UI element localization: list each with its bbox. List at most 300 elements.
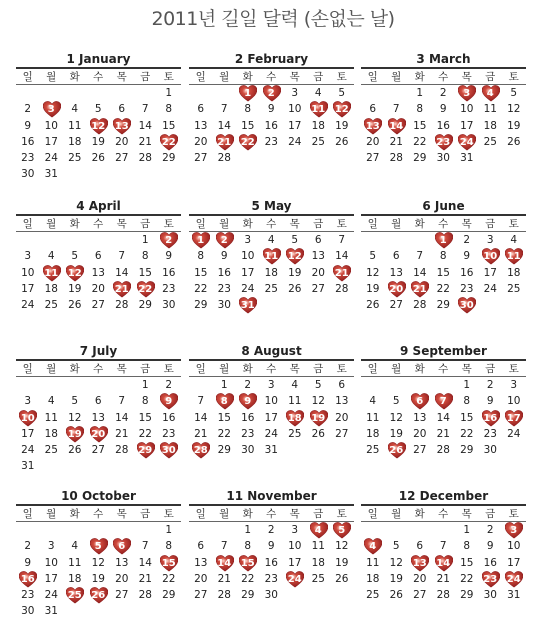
day-number: 13 xyxy=(91,266,105,279)
day-cell xyxy=(157,118,181,134)
day-number: 4 xyxy=(71,103,79,116)
day-number: 6 xyxy=(94,395,102,408)
day-number: 28 xyxy=(436,589,450,602)
day-number: 10 xyxy=(21,266,35,279)
day-cell xyxy=(361,393,385,409)
day-cell xyxy=(16,393,40,409)
day-cell xyxy=(502,232,526,248)
day-number: 20 xyxy=(115,135,129,148)
day-number: 14 xyxy=(217,119,231,132)
lucky-day-cell xyxy=(432,555,456,571)
day-number: 30 xyxy=(161,445,176,457)
day-cell xyxy=(189,150,213,166)
day-cell xyxy=(408,426,432,442)
day-cell xyxy=(502,377,526,393)
lucky-day-cell xyxy=(361,538,385,554)
day-cell xyxy=(307,232,331,248)
day-number: 21 xyxy=(436,427,450,440)
day-cell xyxy=(283,232,307,248)
day-cell xyxy=(87,410,111,426)
day-cell xyxy=(16,555,40,571)
day-cell xyxy=(283,101,307,117)
day-number: 29 xyxy=(194,299,208,312)
day-cell xyxy=(63,118,87,134)
day-number: 14 xyxy=(138,119,152,132)
weekday-header xyxy=(16,504,181,521)
day-number: 16 xyxy=(483,556,497,569)
day-cell xyxy=(283,118,307,134)
day-number: 20 xyxy=(366,135,380,148)
day-number: 1 xyxy=(463,524,471,536)
day-number: 27 xyxy=(335,427,349,440)
day-grid xyxy=(361,376,526,458)
lucky-day-cell xyxy=(479,85,503,101)
page-title: 2011년 길일 달력 (손없는 날) xyxy=(151,8,395,30)
day-cell xyxy=(408,134,432,150)
day-cell xyxy=(455,150,479,166)
day-cell xyxy=(361,555,385,571)
day-cell xyxy=(455,587,479,603)
day-number: 14 xyxy=(138,556,152,569)
day-cell xyxy=(330,232,354,248)
day-cell xyxy=(236,410,260,426)
day-cell xyxy=(236,442,260,458)
empty-day-cell xyxy=(134,85,158,101)
day-number: 27 xyxy=(91,444,105,457)
day-number: 14 xyxy=(436,557,451,569)
lucky-day-cell xyxy=(213,232,237,248)
day-number: 16 xyxy=(217,266,231,279)
day-cell xyxy=(330,410,354,426)
day-number: 2 xyxy=(220,235,228,246)
day-cell xyxy=(134,587,158,603)
day-cell xyxy=(236,587,260,603)
day-number: 22 xyxy=(138,283,153,295)
day-cell xyxy=(40,538,64,554)
day-number: 18 xyxy=(311,556,325,569)
day-number: 21 xyxy=(217,572,231,585)
day-number: 23 xyxy=(217,282,231,295)
day-number: 8 xyxy=(244,540,252,553)
day-cell xyxy=(260,265,284,281)
day-cell xyxy=(189,248,213,264)
day-number: 27 xyxy=(366,152,380,165)
day-number: 20 xyxy=(115,572,129,585)
day-cell xyxy=(87,248,111,264)
month-title: 7 July xyxy=(79,344,118,358)
day-cell xyxy=(455,393,479,409)
day-number: 11 xyxy=(44,411,58,424)
weekday-label: 목 xyxy=(289,363,300,375)
day-number: 16 xyxy=(21,135,35,148)
day-number: 28 xyxy=(115,299,129,312)
day-cell xyxy=(16,458,40,474)
day-cell xyxy=(455,571,479,587)
day-cell xyxy=(40,281,64,297)
day-number: 11 xyxy=(366,556,380,569)
day-cell xyxy=(260,232,284,248)
day-number: 26 xyxy=(335,572,349,585)
day-number: 12 xyxy=(311,395,325,408)
day-cell xyxy=(432,281,456,297)
day-number: 24 xyxy=(459,136,474,148)
day-cell xyxy=(307,393,331,409)
day-cell xyxy=(307,426,331,442)
day-number: 20 xyxy=(194,572,208,585)
weekday-label: 일 xyxy=(195,508,206,520)
weekday-label: 토 xyxy=(508,71,519,83)
day-number: 19 xyxy=(68,282,82,295)
day-number: 27 xyxy=(115,152,129,165)
day-number: 21 xyxy=(412,283,427,295)
empty-day-cell xyxy=(213,85,237,101)
day-cell xyxy=(157,587,181,603)
day-number: 6 xyxy=(197,103,205,116)
day-cell xyxy=(110,426,134,442)
day-number: 27 xyxy=(413,589,427,602)
day-number: 5 xyxy=(392,395,400,408)
weekday-label: 목 xyxy=(116,363,127,375)
day-number: 24 xyxy=(44,589,58,602)
day-number: 5 xyxy=(94,103,102,116)
day-cell xyxy=(16,134,40,150)
lucky-day-cell xyxy=(307,522,331,538)
day-cell xyxy=(432,426,456,442)
day-cell xyxy=(330,118,354,134)
day-number: 10 xyxy=(460,103,474,116)
day-number: 15 xyxy=(413,119,427,132)
day-number: 2 xyxy=(463,234,471,246)
day-number: 2 xyxy=(24,103,32,116)
day-cell xyxy=(16,166,40,182)
day-cell xyxy=(283,538,307,554)
day-cell xyxy=(385,134,409,150)
day-cell xyxy=(479,426,503,442)
day-number: 30 xyxy=(459,300,474,312)
day-number: 2 xyxy=(267,524,275,536)
weekday-header xyxy=(361,359,526,376)
day-cell xyxy=(40,393,64,409)
day-cell xyxy=(157,522,181,538)
day-cell xyxy=(408,101,432,117)
day-cell xyxy=(134,555,158,571)
day-number: 20 xyxy=(413,572,427,585)
weekday-header xyxy=(361,504,526,521)
weekday-label: 금 xyxy=(485,508,496,520)
day-number: 24 xyxy=(44,152,58,165)
day-number: 10 xyxy=(507,540,521,553)
day-number: 7 xyxy=(439,396,447,408)
day-number: 7 xyxy=(220,540,228,553)
day-cell xyxy=(502,393,526,409)
lucky-day-cell xyxy=(63,426,87,442)
day-cell xyxy=(455,265,479,281)
day-number: 23 xyxy=(483,573,498,585)
lucky-day-cell xyxy=(189,232,213,248)
day-number: 6 xyxy=(197,540,205,553)
day-number: 27 xyxy=(389,299,403,312)
empty-day-cell xyxy=(408,232,432,248)
day-cell xyxy=(16,442,40,458)
day-number: 18 xyxy=(287,412,302,424)
day-number: 9 xyxy=(267,540,275,553)
weekday-label: 일 xyxy=(22,508,33,520)
day-number: 3 xyxy=(510,379,518,391)
day-number: 15 xyxy=(217,411,231,424)
lucky-day-cell xyxy=(455,85,479,101)
day-cell xyxy=(110,101,134,117)
day-grid xyxy=(189,231,354,313)
empty-day-cell xyxy=(213,522,237,538)
day-number: 1 xyxy=(244,88,252,99)
day-number: 4 xyxy=(314,525,322,536)
lucky-day-cell xyxy=(408,393,432,409)
day-number: 7 xyxy=(141,103,149,116)
day-number: 25 xyxy=(67,590,82,602)
weekday-label: 금 xyxy=(313,218,324,230)
weekday-label: 목 xyxy=(289,218,300,230)
day-number: 15 xyxy=(161,557,176,569)
day-number: 3 xyxy=(486,234,494,246)
day-number: 10 xyxy=(264,395,278,408)
lucky-day-cell xyxy=(236,393,260,409)
day-number: 11 xyxy=(68,556,82,569)
weekday-label: 화 xyxy=(69,363,80,375)
day-number: 7 xyxy=(118,395,126,408)
day-number: 30 xyxy=(483,589,497,602)
day-number: 1 xyxy=(220,379,228,391)
day-number: 9 xyxy=(24,119,32,132)
day-number: 13 xyxy=(194,119,208,132)
day-number: 8 xyxy=(165,103,173,116)
empty-day-cell xyxy=(16,85,40,101)
day-cell xyxy=(157,265,181,281)
day-cell xyxy=(236,232,260,248)
lucky-day-cell xyxy=(40,101,64,117)
month-title: 10 October xyxy=(61,489,136,503)
day-number: 16 xyxy=(436,119,450,132)
weekday-label: 수 xyxy=(266,508,277,520)
day-number: 15 xyxy=(240,557,255,569)
day-number: 23 xyxy=(162,427,176,440)
day-number: 16 xyxy=(162,266,176,279)
day-number: 24 xyxy=(21,299,35,312)
day-number: 6 xyxy=(416,396,424,408)
day-number: 3 xyxy=(510,525,518,536)
weekday-label: 토 xyxy=(508,363,519,375)
day-number: 25 xyxy=(483,135,497,148)
day-cell xyxy=(307,118,331,134)
day-cell xyxy=(307,555,331,571)
day-number: 4 xyxy=(314,87,322,99)
day-number: 13 xyxy=(335,395,349,408)
lucky-day-cell xyxy=(502,248,526,264)
day-grid xyxy=(16,231,181,313)
day-cell xyxy=(408,538,432,554)
day-number: 7 xyxy=(141,540,149,553)
lucky-day-cell xyxy=(213,134,237,150)
month-july xyxy=(16,343,181,475)
lucky-day-cell xyxy=(432,232,456,248)
month-title: 3 March xyxy=(416,52,471,66)
lucky-day-cell xyxy=(479,571,503,587)
weekday-label: 금 xyxy=(313,71,324,83)
day-cell xyxy=(361,101,385,117)
day-number: 24 xyxy=(241,282,255,295)
day-number: 1 xyxy=(141,379,149,391)
day-number: 29 xyxy=(436,299,450,312)
day-cell xyxy=(40,571,64,587)
day-number: 17 xyxy=(506,412,521,424)
day-cell xyxy=(432,265,456,281)
day-number: 14 xyxy=(115,266,129,279)
weekday-label: 수 xyxy=(438,71,449,83)
day-number: 11 xyxy=(311,104,326,116)
weekday-label: 월 xyxy=(219,508,230,520)
day-cell xyxy=(134,426,158,442)
empty-day-cell xyxy=(432,522,456,538)
empty-day-cell xyxy=(361,85,385,101)
weekday-label: 일 xyxy=(22,363,33,375)
weekday-label: 토 xyxy=(336,363,347,375)
month-september xyxy=(361,343,526,458)
day-cell xyxy=(260,571,284,587)
weekday-header xyxy=(189,214,354,231)
day-number: 14 xyxy=(217,557,232,569)
lucky-day-cell xyxy=(330,522,354,538)
day-number: 5 xyxy=(392,540,400,553)
day-number: 30 xyxy=(483,444,497,457)
day-cell xyxy=(189,538,213,554)
empty-day-cell xyxy=(16,232,40,248)
empty-day-cell xyxy=(361,522,385,538)
empty-day-cell xyxy=(110,377,134,393)
day-number: 4 xyxy=(47,395,55,408)
lucky-day-cell xyxy=(110,281,134,297)
day-number: 13 xyxy=(389,266,403,279)
weekday-label: 토 xyxy=(163,363,174,375)
day-cell xyxy=(432,442,456,458)
month-march xyxy=(361,51,526,166)
day-number: 12 xyxy=(68,411,82,424)
weekday-label: 금 xyxy=(140,363,151,375)
lucky-day-cell xyxy=(455,297,479,313)
day-cell xyxy=(408,297,432,313)
day-number: 26 xyxy=(335,135,349,148)
day-cell xyxy=(502,118,526,134)
day-cell xyxy=(157,538,181,554)
day-cell xyxy=(16,281,40,297)
day-cell xyxy=(40,150,64,166)
day-number: 15 xyxy=(436,266,450,279)
empty-day-cell xyxy=(408,522,432,538)
day-number: 17 xyxy=(460,119,474,132)
day-number: 31 xyxy=(240,300,255,312)
lucky-day-cell xyxy=(236,134,260,150)
day-cell xyxy=(16,426,40,442)
day-cell xyxy=(63,150,87,166)
day-number: 11 xyxy=(311,540,325,553)
day-number: 6 xyxy=(118,103,126,116)
empty-day-cell xyxy=(110,522,134,538)
day-number: 21 xyxy=(389,135,403,148)
weekday-header xyxy=(16,67,181,84)
empty-day-cell xyxy=(16,377,40,393)
day-number: 6 xyxy=(369,103,377,116)
day-cell xyxy=(408,85,432,101)
day-number: 24 xyxy=(264,427,278,440)
day-number: 14 xyxy=(436,411,450,424)
weekday-label: 금 xyxy=(140,508,151,520)
month-april xyxy=(16,198,181,313)
day-cell xyxy=(260,377,284,393)
day-cell xyxy=(134,150,158,166)
day-number: 21 xyxy=(138,572,152,585)
weekday-label: 수 xyxy=(93,363,104,375)
day-number: 28 xyxy=(389,152,403,165)
day-cell xyxy=(330,377,354,393)
weekday-label: 월 xyxy=(46,508,57,520)
day-number: 25 xyxy=(44,299,58,312)
day-number: 1 xyxy=(197,235,205,246)
empty-day-cell xyxy=(40,85,64,101)
day-number: 21 xyxy=(217,136,232,148)
day-cell xyxy=(134,101,158,117)
day-cell xyxy=(432,297,456,313)
weekday-label: 화 xyxy=(69,218,80,230)
day-number: 21 xyxy=(115,427,129,440)
day-number: 29 xyxy=(162,152,176,165)
day-number: 17 xyxy=(264,411,278,424)
day-cell xyxy=(432,150,456,166)
day-number: 9 xyxy=(244,396,252,408)
day-number: 18 xyxy=(483,119,497,132)
day-number: 3 xyxy=(291,87,299,99)
day-cell xyxy=(502,555,526,571)
day-number: 3 xyxy=(24,250,32,263)
day-cell xyxy=(16,587,40,603)
weekday-label: 금 xyxy=(140,218,151,230)
weekday-label: 월 xyxy=(46,363,57,375)
weekday-label: 토 xyxy=(163,508,174,520)
day-number: 28 xyxy=(335,282,349,295)
day-cell xyxy=(455,118,479,134)
day-number: 26 xyxy=(68,444,82,457)
day-cell xyxy=(189,297,213,313)
lucky-day-cell xyxy=(260,248,284,264)
day-number: 25 xyxy=(507,282,521,295)
day-cell xyxy=(134,232,158,248)
weekday-label: 월 xyxy=(219,71,230,83)
day-cell xyxy=(502,134,526,150)
day-cell xyxy=(236,248,260,264)
day-number: 31 xyxy=(44,605,58,618)
day-number: 8 xyxy=(197,250,205,263)
day-cell xyxy=(40,118,64,134)
day-number: 17 xyxy=(44,135,58,148)
day-number: 16 xyxy=(20,573,35,585)
day-number: 5 xyxy=(369,250,377,263)
day-number: 16 xyxy=(483,412,498,424)
weekday-label: 금 xyxy=(140,71,151,83)
day-cell xyxy=(110,150,134,166)
day-cell xyxy=(307,571,331,587)
day-number: 30 xyxy=(21,168,35,181)
day-cell xyxy=(189,134,213,150)
day-cell xyxy=(63,555,87,571)
day-cell xyxy=(283,134,307,150)
lucky-day-cell xyxy=(408,555,432,571)
